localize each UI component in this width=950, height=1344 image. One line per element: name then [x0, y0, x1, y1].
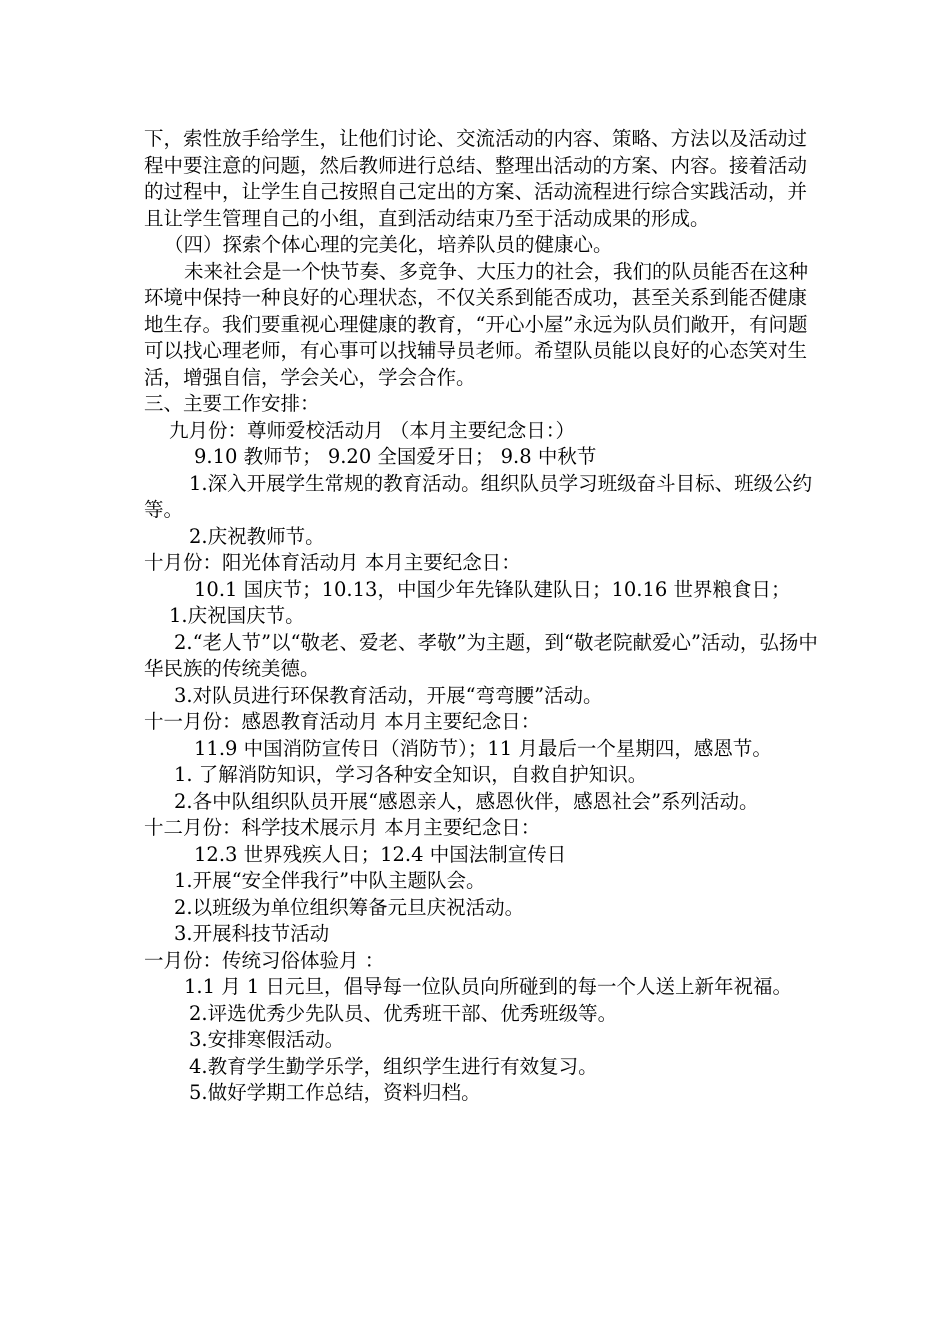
- december-item-2: 2.以班级为单位组织筹备元旦庆祝活动。: [174, 895, 525, 919]
- month-heading-january: 一月份：传统习俗体验月 ：: [144, 948, 385, 972]
- month-heading-october: 十月份：阳光体育活动月 本月主要纪念日：: [144, 551, 521, 574]
- section-heading-psychology: （四）探索个体心理的完美化，培养队员的健康心。: [164, 233, 613, 256]
- october-item-3: 3.对队员进行环保教育活动，开展“弯弯腰”活动。: [174, 683, 603, 707]
- paragraph-activity-process: 下，索性放手给学生，让他们讨论、交流活动的内容、策略、方法以及活动过程中要注意的问题，然后教师进行总结、整理出活动的方案、内容。接着活动的过程中，让学生自己按照自己定出的方案、活动流程进行综合实践活动，并且让学生管理自己的小组，直到活动结束乃至于活动成果的形成。: [144, 127, 808, 230]
- december-item-1: 1.开展“安全伴我行”中队主题队会。: [174, 869, 486, 892]
- november-item-1: 1. 了解消防知识，学习各种安全知识，自救自护知识。: [174, 763, 648, 786]
- september-item-1: 1.深入开展学生常规的教育活动。组织队员学习班级奋斗目标、班级公约等。: [144, 471, 813, 521]
- month-heading-december: 十二月份：科学技术展示月 本月主要纪念日：: [144, 816, 541, 839]
- january-item-2: 2.评选优秀少先队员、优秀班干部、优秀班级等。: [189, 1001, 618, 1025]
- january-item-1: 1.1 月 1 日元旦，倡导每一位队员向所碰到的每一个人送上新年祝福。: [184, 975, 793, 998]
- september-dates: 9.10 教师节； 9.20 全国爱牙日； 9.8 中秋节: [194, 445, 597, 468]
- section-heading-work-plan: 三、主要工作安排：: [144, 392, 320, 415]
- december-item-3: 3.开展科技节活动: [174, 922, 330, 945]
- paragraph-psychology: 未来社会是一个快节奏、多竞争、大压力的社会，我们的队员能否在这种环境中保持一种良好的心理状态，不仅关系到能否成功，甚至关系到能否健康地生存。我们要重视心理健康的教育，“开心小屋”永远为队员们敞开，有问题可以找心理老师，有心事可以找辅导员老师。希望队员能以良好的心态笑对生活，增强自信，学会关心，学会合作。: [144, 259, 809, 389]
- month-heading-september: 九月份：尊师爱校活动月 （本月主要纪念日：）: [169, 418, 575, 442]
- november-dates: 11.9 中国消防宣传日（消防节）；11 月最后一个星期四，感恩节。: [194, 736, 772, 760]
- november-item-2: 2.各中队组织队员开展“感恩亲人，感恩伙伴，感恩社会”系列活动。: [174, 789, 759, 813]
- month-heading-november: 十一月份：感恩教育活动月 本月主要纪念日：: [144, 710, 541, 733]
- october-dates: 10.1 国庆节；10.13，中国少年先锋队建队日；10.16 世界粮食日；: [194, 577, 791, 601]
- september-item-2: 2.庆祝教师节。: [189, 524, 325, 548]
- january-item-3: 3.安排寒假活动。: [189, 1028, 345, 1051]
- january-item-4: 4.教育学生勤学乐学，组织学生进行有效复习。: [189, 1054, 598, 1078]
- document-body: [144, 126, 824, 1107]
- january-item-5: 5.做好学期工作总结，资料归档。: [189, 1081, 481, 1104]
- december-dates: 12.3 世界残疾人日；12.4 中国法制宣传日: [194, 842, 567, 866]
- october-item-1: 1.庆祝国庆节。: [169, 604, 305, 627]
- october-item-2: 2.“老人节”以“敬老、爱老、孝敬”为主题，到“敬老院献爱心”活动，弘扬中华民族的传统美德。: [144, 630, 818, 680]
